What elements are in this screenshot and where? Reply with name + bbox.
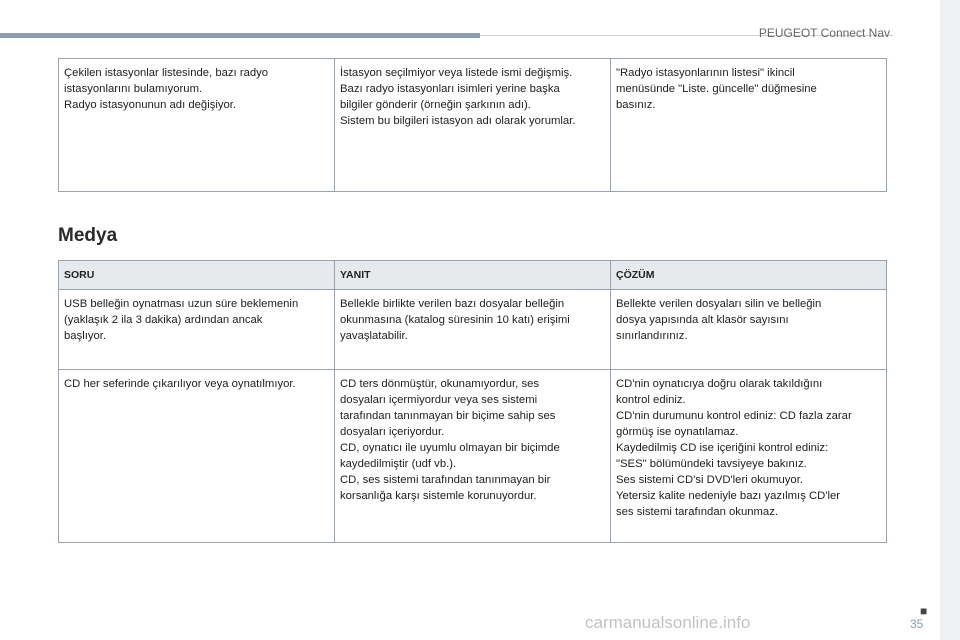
page-number: 35 xyxy=(910,617,924,631)
page-marker-icon: ■ xyxy=(920,604,928,618)
column-header-question: SORU xyxy=(59,261,335,290)
question-cell: USB belleğin oynatması uzun süre beklemenin (yaklaşık 2 ila 3 dakika) ardından ancak başlıyor. xyxy=(59,290,335,370)
radio-troubleshooting-table xyxy=(58,58,887,192)
table-header-row xyxy=(59,261,887,290)
solution-cell: CD'nin oynatıcıya doğru olarak takıldığını kontrol ediniz. CD'nin durumunu kontrol ediniz: CD fazla zarar görmüş ise oynatılamaz. Kaydedilmiş CD ise içeriğini kontrol ediniz: "SES" bölümündeki tavsiyeye bakınız. Ses sistemi CD'si DVD'leri okumuyor. Yetersiz kalite nedeniyle bazı yazılmış CD'ler ses sistemi tarafından okunmaz. xyxy=(611,370,887,543)
media-troubleshooting-table xyxy=(58,260,887,543)
watermark-text: carmanualsonline.info xyxy=(585,613,751,632)
table-row xyxy=(59,370,887,543)
header-accent-bar xyxy=(0,33,480,38)
brand-label: PEUGEOT Connect Nav xyxy=(758,26,890,40)
section-title-media: Medya xyxy=(58,225,118,246)
question-cell: Çekilen istasyonlar listesinde, bazı radyo istasyonlarını bulamıyorum. Radyo istasyonunun adı değişiyor. xyxy=(59,59,335,192)
question-cell: CD her seferinde çıkarılıyor veya oynatılmıyor. xyxy=(59,370,335,543)
answer-cell: Bellekle birlikte verilen bazı dosyalar belleğin okunmasına (katalog süresinin 10 katı) erişimi yavaşlatabilir. xyxy=(335,290,611,370)
column-header-answer: YANIT xyxy=(335,261,611,290)
answer-cell: CD ters dönmüştür, okunamıyordur, ses dosyaları içermiyordur veya ses sistemi tarafından tanınmayan bir biçime sahip ses dosyaları içeriyordur. CD, oynatıcı ile uyumlu olmayan bir biçimde kaydedilmiştir (udf vb.). CD, ses sistemi tarafından tanınmayan bir korsanlığa karşı sistemle korunuyordur. xyxy=(335,370,611,543)
table-row xyxy=(59,59,887,192)
solution-cell: "Radyo istasyonlarının listesi" ikincil menüsünde "Liste. güncelle" düğmesine basınız. xyxy=(611,59,887,192)
column-header-solution: ÇÖZÜM xyxy=(611,261,887,290)
solution-cell: Bellekte verilen dosyaları silin ve belleğin dosya yapısında alt klasör sayısını sınırlandırınız. xyxy=(611,290,887,370)
page-edge-strip xyxy=(940,0,960,640)
answer-cell: İstasyon seçilmiyor veya listede ismi değişmiş. Bazı radyo istasyonları isimleri yerine başka bilgiler gönderir (örneğin şarkının adı). Sistem bu bilgileri istasyon adı olarak yorumlar. xyxy=(335,59,611,192)
table-row xyxy=(59,290,887,370)
